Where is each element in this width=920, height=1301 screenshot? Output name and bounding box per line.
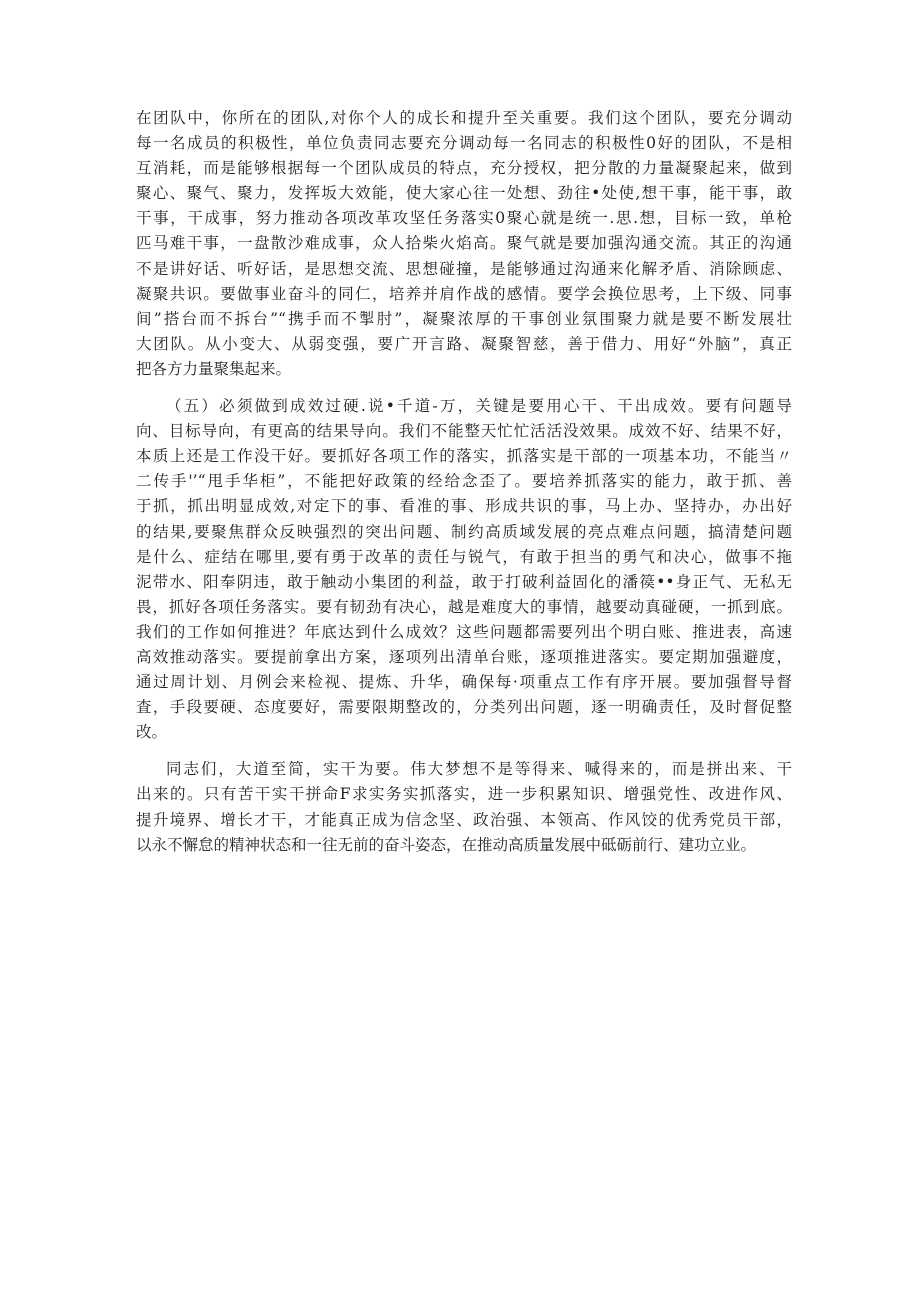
text-line: 同志们，大道至简，实干为要。伟大梦想不是等得来、喊得来的，而是拼出来、干 bbox=[166, 760, 792, 779]
text-line: 高效推动落实。要提前拿出方案，逐项列出清单台账，逐项推进落实。要定期加强避度， bbox=[136, 647, 792, 666]
text-line: 互消耗，而是能够根据每一个团队成员的特点，充分授权，把分散的力量凝聚起来，做到 bbox=[136, 159, 792, 178]
text-line: 畏，抓好各项任务落实。要有韧劲有决心，越是难度大的事情，越要动真碰硬，一抓到底。 bbox=[136, 597, 792, 616]
text-line: 二传手'’“甩手华柜”，不能把好政策的经给念歪了。要培养抓落实的能力，敢于抓、善 bbox=[136, 472, 792, 491]
text-line: 向、目标导向，有更高的结果导向。我们不能整天忙忙活活没效果。成效不好、结果不好， bbox=[136, 422, 792, 441]
text-line: 以永不懈怠的精神状态和一往无前的奋斗姿态，在推动高质量发展中砥砺前行、建功立业。 bbox=[136, 835, 757, 854]
text-line: 的结果,要聚焦群众反映强烈的突出问题、制约高质域发展的亮点难点问题，搞清楚问题 bbox=[136, 522, 792, 541]
paragraph-closing bbox=[136, 757, 792, 857]
text-line: 提升境界、增长才干，才能真正成为信念坚、政治强、本领高、作风饺的优秀党员干部， bbox=[136, 810, 792, 829]
text-line: 每一名成员的积极性，单位负责同志要充分调动每一名同志的积极性0好的团队，不是相 bbox=[136, 134, 792, 153]
text-line: 大团队。从小变大、从弱变强，要广开言路、凝聚智慈，善于借力、用好“外脑”，真正 bbox=[136, 334, 792, 353]
text-line: 通过周计划、月例会来检视、提炼、升华，确保每·项重点工作有序开展。要加强督导督 bbox=[136, 673, 792, 692]
text-line: 泥带水、阳奉阴违，敢于触动小集团的利益，敢于打破利益固化的潘篌••身正气、无私无 bbox=[136, 572, 792, 591]
text-line: 间”搭台而不拆台”“携手而不掣肘”，凝聚浓厚的干事创业氛围聚力就是要不断发展壮 bbox=[136, 309, 792, 328]
text-line: 改。 bbox=[136, 723, 168, 742]
text-line: 是什么、症结在哪里,要有勇于改革的责任与锐气，有敢于担当的勇气和决心，做事不拖 bbox=[136, 547, 792, 566]
text-line: （五）必须做到成效过硬.说•千道-万，关键是要用心干、干出成效。要有问题导 bbox=[166, 397, 792, 416]
text-line: 干事，干成事，努力推动各项改革攻坚任务落实0聚心就是统一.思.想，目标一致，单枪 bbox=[136, 209, 792, 228]
text-line: 于抓，抓出明显成效,对定下的事、看准的事、形成共识的事，马上办、坚持办，办出好 bbox=[136, 497, 792, 516]
paragraph-team bbox=[136, 106, 792, 382]
text-line: 凝聚共识。要做事业奋斗的同仁，培养并肩作战的感情。要学会换位思考，上下级、同事 bbox=[136, 284, 792, 303]
text-line: 匹马难干事，一盘散沙难成事，众人拾柴火焰高。聚气就是要加强沟通交流。其正的沟通 bbox=[136, 234, 792, 253]
document-body bbox=[136, 106, 792, 858]
text-line: 不是讲好话、听好话，是思想交流、思想碰撞，是能够通过沟通来化解矛盾、消除顾虑、 bbox=[136, 259, 792, 278]
text-line: 査，手段要硬、态度要好，需要限期整改的，分类列出问题，逐一明确责任，及时督促整 bbox=[136, 698, 792, 717]
text-line: 把各方力量聚集起来。 bbox=[136, 359, 292, 378]
text-line: 出来的。只有苦干实干拼命F求实务实抓落实，进一步积累知识、增强党性、改进作风、 bbox=[136, 785, 792, 804]
text-line: 聚心、聚气、聚力，发挥坂大效能，使大家心往一处想、劲往•处使,想干事，能干事，敢 bbox=[136, 184, 792, 203]
paragraph-results bbox=[136, 394, 792, 745]
text-line: 我们的工作如何推进？年底达到什么成效？这些问题都需要列出个明白账、推进表，高速 bbox=[136, 622, 792, 641]
text-line: 本质上还是工作没干好。要抓好各项工作的落实，抓落实是干部的一项基本功，不能当〃 bbox=[136, 447, 792, 466]
text-line: 在团队中，你所在的团队,对你个人的成长和提升至关重要。我们这个团队，要充分调动 bbox=[136, 109, 792, 127]
